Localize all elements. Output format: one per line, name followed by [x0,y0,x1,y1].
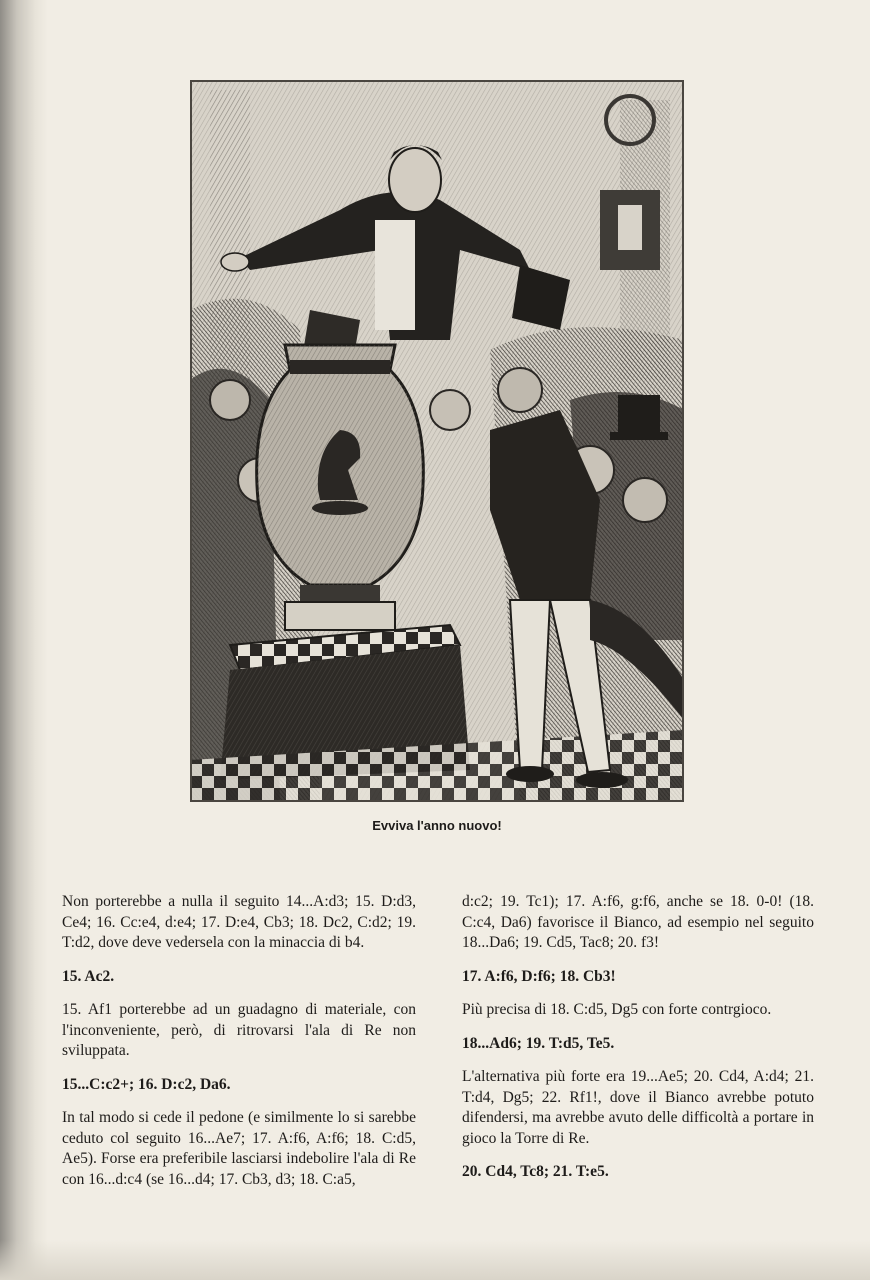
annotation-paragraph: In tal modo si cede il pedone (e similmente lo si sarebbe ceduto col seguito 16...Ae7; 17. A:f6, A:f6; 18. C:d5, Ae5). Forse era preferibile lasciarsi indebolire l'ala di Re con 16...d:c4 (se 16...d4; 17. Cb3, d3; 18. C:a5, [62,1109,416,1188]
page-bottom-shadow [0,1240,870,1280]
move-line: 15. Ac2. [62,967,115,985]
left-text-column [62,892,416,1203]
move-line: 18...Ad6; 19. T:d5, Te5. [462,1034,615,1052]
annotation-paragraph: d:c2; 19. Tc1); 17. A:f6, g:f6, anche se 18. 0-0! (18. C:c4, Da6) favorisce il Bianco, ad esempio nel seguito 18...Da6; 19. Cd5, Tac8; 20. f3! [462,893,814,951]
move-line: 15...C:c2+; 16. D:c2, Da6. [62,1075,231,1093]
page-binding-shadow [0,0,48,1280]
engraving-illustration [190,80,684,802]
annotation-paragraph: L'alternativa più forte era 19...Ae5; 20. Cd4, A:d4; 21. T:d4, Dg5; 22. Rf1!, dove il Bianco avrebbe potuto difendersi, ma avrebbe avuto delle difficoltà a portare in gioco la Torre di Re. [462,1068,814,1147]
annotation-paragraph: 15. Af1 porterebbe ad un guadagno di materiale, con l'inconveniente, però, di ritrovarsi l'ala di Re non sviluppata. [62,1001,416,1059]
move-line: 20. Cd4, Tc8; 21. T:e5. [462,1163,609,1180]
annotation-paragraph: Più precisa di 18. C:d5, Dg5 con forte contrgioco. [462,1001,772,1018]
right-text-column [462,892,814,1196]
move-line: 17. A:f6, D:f6; 18. Cb3! [462,967,616,985]
annotation-paragraph: Non porterebbe a nulla il seguito 14...A:d3; 15. D:d3, Ce4; 16. Cc:e4, d:e4; 17. D:e4, Cb3; 18. Dc2, C:d2; 19. T:d2, dove deve vedersela con la minaccia di b4. [62,893,416,951]
engraving-drawing [190,80,684,802]
illustration-caption: Evviva l'anno nuovo! [372,818,502,833]
